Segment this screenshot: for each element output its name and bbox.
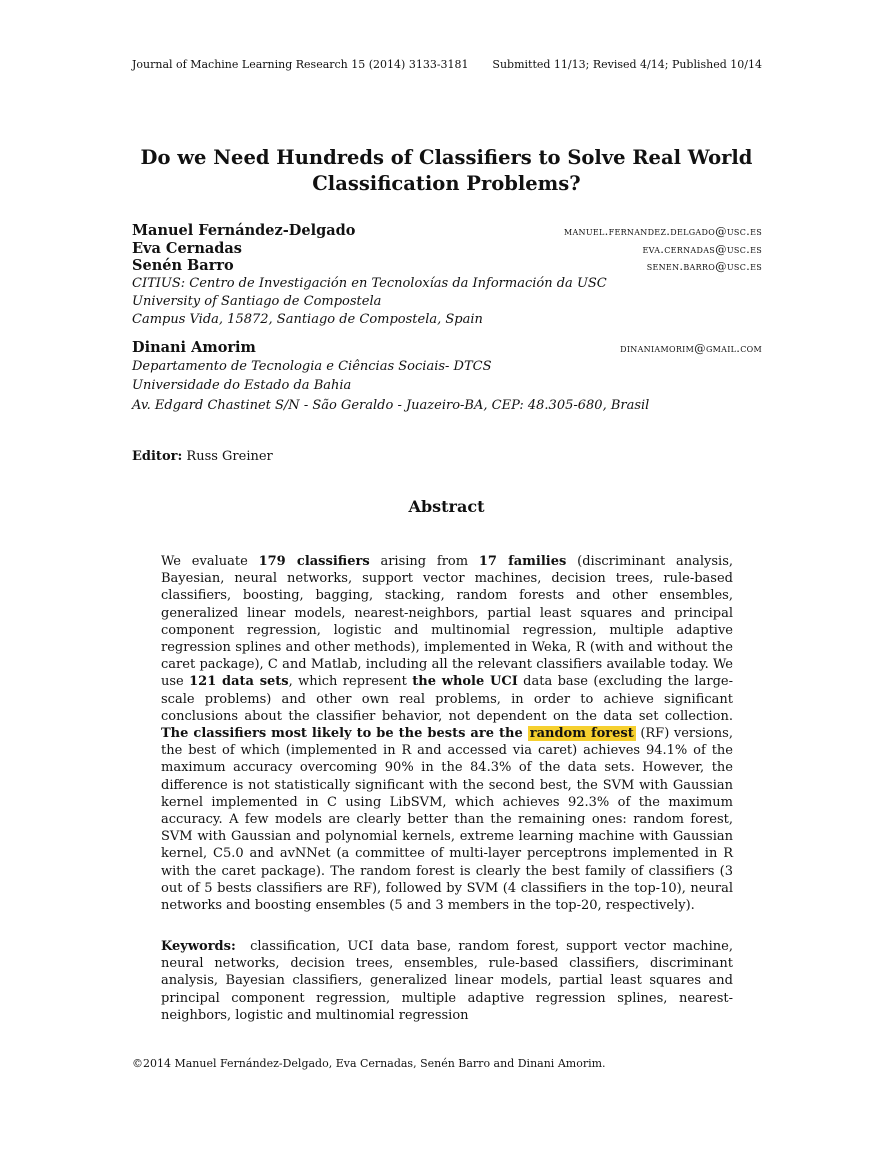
title-line-2: Classification Problems? xyxy=(312,172,581,195)
affiliation-line: University of Santiago de Compostela xyxy=(132,294,382,309)
editor-label: Editor: xyxy=(132,449,183,464)
affiliation-line: Campus Vida, 15872, Santiago de Compostela, Spain xyxy=(132,312,483,327)
editor-name: Russ Greiner xyxy=(186,449,273,464)
affiliation-line: Departamento de Tecnologia e Ciências Sociais- DTCS xyxy=(132,359,492,374)
submission-dates: Submitted 11/13; Revised 4/14; Published 10/14 xyxy=(492,58,762,71)
author-row xyxy=(132,257,762,275)
author-email[interactable]: dinaniamorim@gmail.com xyxy=(620,341,762,355)
abstract-text: data base (excluding the large-scale problems) and other own real problems, in order to achieve significant conclusions about the classifier behavior, not dependent on the data set collection. xyxy=(161,674,733,724)
abstract-text: (RF) versions, the best of which (implemented in R and accessed via caret) achieves 94.1% of the maximum accuracy overcoming 90% in the 84.3% of the data sets. However, the difference is not statistically significant with the second best, the SVM with Gaussian kernel implemented in C using LibSVM, which achieves 92.3% of the maximum accuracy. A few models are clearly better than the remaining ones: random forest, SVM with Gaussian and polynomial kernels, extreme learning machine with Gaussian kernel, C5.0 and avNNet (a committee of multi-layer perceptrons implemented in R with the caret package). The random forest is clearly the best family of classifiers (3 out of 5 bests classifiers are RF), followed by SVM (4 classifiers in the top-10), neural networks and boosting ensembles (5 and 3 members in the top-20, respectively). xyxy=(161,726,733,914)
abstract-text: We evaluate xyxy=(161,554,259,569)
affiliation-line: CITIUS: Centro de Investigación en Tecnoloxías da Información da USC xyxy=(132,276,607,291)
affiliation-line: Av. Edgard Chastinet S/N - São Geraldo - Juazeiro-BA, CEP: 48.305-680, Brasil xyxy=(132,398,650,413)
author-name: Dinani Amorim xyxy=(132,339,256,356)
abstract-body xyxy=(161,553,733,914)
author-name: Manuel Fernández-Delgado xyxy=(132,222,356,239)
abstract-bold: 179 classifiers xyxy=(258,554,370,569)
author-email[interactable]: eva.cernadas@usc.es xyxy=(642,242,762,256)
copyright-footer: ©2014 Manuel Fernández-Delgado, Eva Cernadas, Senén Barro and Dinani Amorim. xyxy=(132,1057,606,1070)
affiliation-line: Universidade do Estado da Bahia xyxy=(132,378,352,393)
author-row xyxy=(132,222,762,240)
title-line-1: Do we Need Hundreds of Classifiers to Solve Real World xyxy=(140,146,753,169)
abstract-bold: the whole UCI xyxy=(412,674,518,690)
author-name: Eva Cernadas xyxy=(132,240,242,257)
abstract-text: , which represent xyxy=(288,674,413,690)
author-row xyxy=(132,339,762,357)
paper-title xyxy=(100,145,793,197)
highlighted-phrase: random forest xyxy=(529,726,634,742)
author-name: Senén Barro xyxy=(132,257,234,274)
author-row xyxy=(132,240,762,258)
journal-citation: Journal of Machine Learning Research 15 (2014) 3133-3181 xyxy=(132,58,469,71)
abstract-bold: 121 data sets xyxy=(189,674,289,690)
abstract-text: arising from xyxy=(369,554,479,569)
abstract-text: (discriminant analysis, Bayesian, neural networks, support vector machines, decision trees, rule-based classifiers, boosting, bagging, stacking, random forests and other ensembles, generalized linear models, nearest-neighbors, partial least squares and principal component regression, logistic and multinomial regression, multiple adaptive regression splines and other methods), implemented in Weka, R (with and without the caret package), C and Matlab, including all the relevant classifiers available today. We use xyxy=(161,554,734,690)
abstract-bold: The classifiers most likely to be the bests are the xyxy=(161,726,528,742)
editor-line xyxy=(132,449,273,464)
author-email[interactable]: senen.barro@usc.es xyxy=(646,259,762,273)
keywords-label: Keywords: xyxy=(161,939,236,954)
keywords-block xyxy=(161,938,733,1024)
abstract-heading: Abstract xyxy=(408,497,485,516)
keywords-text: classification, UCI data base, random forest, support vector machine, neural networks, decision trees, ensembles, rule-based classifiers, discriminant analysis, Bayesian classifiers, generalized linear models, partial least squares and principal component regression, multiple adaptive regression splines, nearest-neighbors, logistic and multinomial regression xyxy=(161,939,734,1023)
author-email[interactable]: manuel.fernandez.delgado@usc.es xyxy=(563,224,762,238)
abstract-bold: 17 families xyxy=(478,554,567,569)
